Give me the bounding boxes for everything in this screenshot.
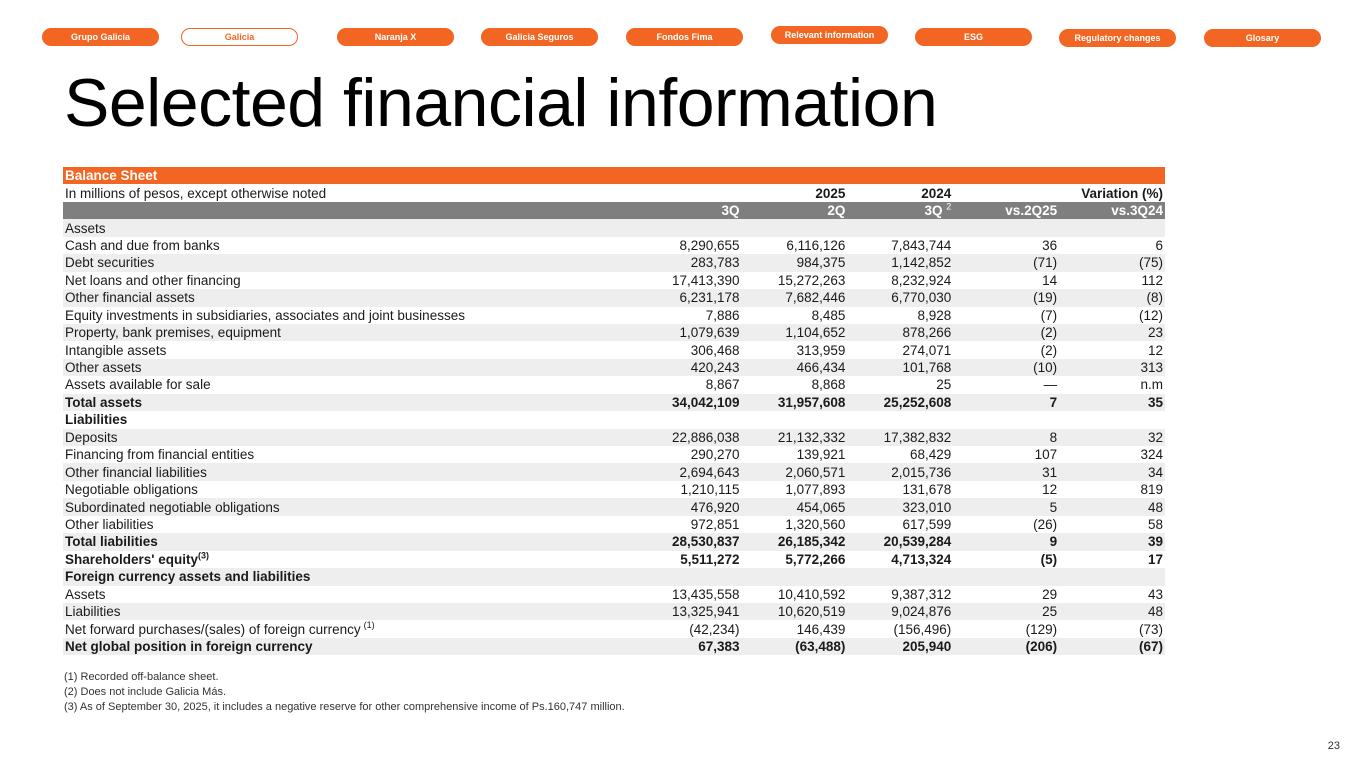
cell-value: 2,060,571 <box>742 463 848 480</box>
cell-value <box>1059 568 1165 585</box>
row-label-text: Liabilities <box>65 412 128 428</box>
cell-value: 48 <box>1059 498 1165 515</box>
nav-tab-relevant-information[interactable]: Relevant information <box>771 26 888 44</box>
cell-value: 8 <box>953 429 1059 446</box>
row-label <box>63 586 636 603</box>
page-title: Selected financial information <box>64 65 938 141</box>
row-label-text: Cash and due from banks <box>65 237 220 253</box>
section-nav <box>0 28 1365 48</box>
table-row <box>63 429 1165 446</box>
cell-value: 35 <box>1059 394 1165 411</box>
row-label <box>63 516 636 533</box>
table-row <box>63 219 1165 236</box>
cell-value: 13,325,941 <box>636 603 742 620</box>
row-label-text: Other liabilities <box>65 516 154 532</box>
cell-value: 9,387,312 <box>847 586 953 603</box>
row-label-text: Equity investments in subsidiaries, associates and joint businesses <box>65 307 465 323</box>
table-row <box>63 638 1165 655</box>
column-header-row <box>63 202 1165 219</box>
section-title: Balance Sheet <box>63 167 1165 184</box>
cell-value: 1,104,652 <box>742 324 848 341</box>
row-label <box>63 620 636 637</box>
row-label <box>63 568 636 585</box>
cell-value: 5 <box>953 498 1059 515</box>
cell-value <box>847 219 953 236</box>
footnotes <box>64 670 625 715</box>
table-row <box>63 481 1165 498</box>
table-row <box>63 359 1165 376</box>
cell-value <box>742 568 848 585</box>
cell-value: 12 <box>1059 341 1165 358</box>
cell-value: 4,713,324 <box>847 551 953 568</box>
footnote-ref: (3) <box>198 550 209 561</box>
cell-value: 466,434 <box>742 359 848 376</box>
cell-value: 6,116,126 <box>742 237 848 254</box>
table-row <box>63 551 1165 568</box>
cell-value: 324 <box>1059 446 1165 463</box>
cell-value: 6,231,178 <box>636 289 742 306</box>
cell-value: 67,383 <box>636 638 742 655</box>
row-label-text: Intangible assets <box>65 342 167 358</box>
cell-value: 58 <box>1059 516 1165 533</box>
row-label <box>63 307 636 324</box>
cell-value: 274,071 <box>847 341 953 358</box>
row-label-text: Other financial assets <box>65 290 195 306</box>
cell-value: 476,920 <box>636 498 742 515</box>
col-vs-2q25: vs.2Q25 <box>953 202 1059 219</box>
cell-value: (71) <box>953 254 1059 271</box>
cell-value: 8,290,655 <box>636 237 742 254</box>
cell-value: 6,770,030 <box>847 289 953 306</box>
cell-value <box>1059 411 1165 428</box>
table-row <box>63 254 1165 271</box>
row-label-text: Net forward purchases/(sales) of foreign currency <box>65 621 361 637</box>
cell-value: 39 <box>1059 533 1165 550</box>
table-row <box>63 533 1165 550</box>
cell-value: 28,530,837 <box>636 533 742 550</box>
row-label <box>63 533 636 550</box>
year-2024-label: 2024 <box>847 184 953 201</box>
year-2025-label: 2025 <box>742 184 848 201</box>
cell-value <box>636 411 742 428</box>
row-label-text: Other financial liabilities <box>65 464 207 480</box>
cell-value: 5,772,266 <box>742 551 848 568</box>
table-row <box>63 516 1165 533</box>
row-label <box>63 219 636 236</box>
cell-value: 2,015,736 <box>847 463 953 480</box>
cell-value: 420,243 <box>636 359 742 376</box>
cell-value: 23 <box>1059 324 1165 341</box>
nav-tab-galicia-seguros[interactable]: Galicia Seguros <box>481 28 598 46</box>
col-vs-3q24: vs.3Q24 <box>1059 202 1165 219</box>
cell-value: 283,783 <box>636 254 742 271</box>
cell-value: 323,010 <box>847 498 953 515</box>
nav-tab-fondos-fima[interactable]: Fondos Fima <box>626 28 743 46</box>
row-label-text: Total liabilities <box>65 534 158 550</box>
footnote: (3) As of September 30, 2025, it includes a negative reserve for other comprehensive income of Ps.160,747 million. <box>64 701 625 713</box>
table-section-header <box>63 167 1165 184</box>
row-label <box>63 411 636 428</box>
cell-value: (67) <box>1059 638 1165 655</box>
table-row <box>63 289 1165 306</box>
row-label <box>63 272 636 289</box>
col-3q24-footnote-ref: 2 <box>946 201 952 212</box>
cell-value: 43 <box>1059 586 1165 603</box>
cell-value: 12 <box>953 481 1059 498</box>
cell-value: 22,886,038 <box>636 429 742 446</box>
row-label-text: Property, bank premises, equipment <box>65 325 281 341</box>
cell-value: (156,496) <box>847 620 953 637</box>
footnote: (2) Does not include Galicia Más. <box>64 686 227 698</box>
table-row <box>63 586 1165 603</box>
row-label <box>63 289 636 306</box>
row-label-text: Subordinated negotiable obligations <box>65 499 280 515</box>
cell-value: (5) <box>953 551 1059 568</box>
cell-value: 984,375 <box>742 254 848 271</box>
table-row <box>63 324 1165 341</box>
col-3q24 <box>847 202 953 219</box>
cell-value: 306,468 <box>636 341 742 358</box>
cell-value: 26,185,342 <box>742 533 848 550</box>
cell-value: 7,843,744 <box>847 237 953 254</box>
cell-value: 14 <box>953 272 1059 289</box>
cell-value: 7,682,446 <box>742 289 848 306</box>
balance-sheet-table <box>63 167 1165 655</box>
table-row <box>63 411 1165 428</box>
table-row <box>63 620 1165 637</box>
row-label-text: Financing from financial entities <box>65 447 255 463</box>
cell-value: 10,620,519 <box>742 603 848 620</box>
cell-value: 13,435,558 <box>636 586 742 603</box>
nav-tab-grupo-galicia[interactable]: Grupo Galicia <box>42 28 159 46</box>
cell-value: 25,252,608 <box>847 394 953 411</box>
cell-value: (75) <box>1059 254 1165 271</box>
footnote-ref: (1) <box>363 620 375 631</box>
cell-value: 205,940 <box>847 638 953 655</box>
cell-value: 68,429 <box>847 446 953 463</box>
cell-value: 107 <box>953 446 1059 463</box>
row-label <box>63 446 636 463</box>
cell-value: 313 <box>1059 359 1165 376</box>
row-label-text: Other assets <box>65 360 142 376</box>
cell-value: 2,694,643 <box>636 463 742 480</box>
cell-value <box>953 219 1059 236</box>
row-label <box>63 324 636 341</box>
table-row <box>63 376 1165 393</box>
cell-value: 1,079,639 <box>636 324 742 341</box>
cell-value: 31,957,608 <box>742 394 848 411</box>
cell-value: 34,042,109 <box>636 394 742 411</box>
col-3q25: 3Q <box>636 202 742 219</box>
row-label-text: Negotiable obligations <box>65 482 198 498</box>
units-note: In millions of pesos, except otherwise noted <box>63 184 636 201</box>
row-label <box>63 481 636 498</box>
cell-value: 819 <box>1059 481 1165 498</box>
cell-value: 8,867 <box>636 376 742 393</box>
nav-tab-glosary[interactable]: Glosary <box>1204 29 1321 47</box>
table-row <box>63 341 1165 358</box>
cell-value: 9,024,876 <box>847 603 953 620</box>
row-label <box>63 638 636 655</box>
cell-value <box>742 411 848 428</box>
table-row <box>63 463 1165 480</box>
cell-value: 10,410,592 <box>742 586 848 603</box>
row-label <box>63 237 636 254</box>
cell-value: 9 <box>953 533 1059 550</box>
col-2q25: 2Q <box>742 202 848 219</box>
row-label <box>63 359 636 376</box>
cell-value: 139,921 <box>742 446 848 463</box>
table-row <box>63 603 1165 620</box>
cell-value: 36 <box>953 237 1059 254</box>
row-label-text: Debt securities <box>65 255 155 271</box>
cell-value: (12) <box>1059 307 1165 324</box>
cell-value: 290,270 <box>636 446 742 463</box>
cell-value: 8,232,924 <box>847 272 953 289</box>
cell-value: 1,077,893 <box>742 481 848 498</box>
table-row <box>63 568 1165 585</box>
cell-value: 20,539,284 <box>847 533 953 550</box>
cell-value: 25 <box>953 603 1059 620</box>
cell-value: 34 <box>1059 463 1165 480</box>
cell-value: (42,234) <box>636 620 742 637</box>
cell-value <box>742 219 848 236</box>
row-label-text: Deposits <box>65 429 118 445</box>
cell-value <box>847 568 953 585</box>
cell-value: 313,959 <box>742 341 848 358</box>
cell-value: (63,488) <box>742 638 848 655</box>
cell-value: 112 <box>1059 272 1165 289</box>
table-row <box>63 446 1165 463</box>
cell-value <box>636 568 742 585</box>
cell-value: — <box>953 376 1059 393</box>
cell-value: 15,272,263 <box>742 272 848 289</box>
cell-value: (10) <box>953 359 1059 376</box>
table-row <box>63 237 1165 254</box>
row-label <box>63 394 636 411</box>
table-row <box>63 272 1165 289</box>
nav-tab-esg[interactable]: ESG <box>915 28 1032 46</box>
cell-value: 8,868 <box>742 376 848 393</box>
cell-value: 617,599 <box>847 516 953 533</box>
cell-value: 32 <box>1059 429 1165 446</box>
cell-value: 454,065 <box>742 498 848 515</box>
row-label <box>63 429 636 446</box>
table-row <box>63 394 1165 411</box>
cell-value: 1,210,115 <box>636 481 742 498</box>
cell-value: (73) <box>1059 620 1165 637</box>
row-label-text: Net global position in foreign currency <box>65 639 313 655</box>
cell-value <box>953 411 1059 428</box>
cell-value: 7 <box>953 394 1059 411</box>
cell-value <box>953 568 1059 585</box>
row-label <box>63 341 636 358</box>
cell-value: 31 <box>953 463 1059 480</box>
row-label <box>63 254 636 271</box>
row-label-text: Foreign currency assets and liabilities <box>65 569 311 585</box>
cell-value: (19) <box>953 289 1059 306</box>
variation-label: Variation (%) <box>1059 184 1165 201</box>
nav-tab-regulatory-changes[interactable]: Regulatory changes <box>1059 29 1176 47</box>
row-label-text: Shareholders' equity <box>65 551 198 567</box>
row-label <box>63 551 636 568</box>
cell-value: 878,266 <box>847 324 953 341</box>
cell-value: 17,382,832 <box>847 429 953 446</box>
cell-value: (2) <box>953 341 1059 358</box>
cell-value: 17,413,390 <box>636 272 742 289</box>
cell-value <box>1059 219 1165 236</box>
nav-tab-naranja-x[interactable]: Naranja X <box>337 28 454 46</box>
cell-value: 7,886 <box>636 307 742 324</box>
cell-value: 1,142,852 <box>847 254 953 271</box>
cell-value: 146,439 <box>742 620 848 637</box>
cell-value: (26) <box>953 516 1059 533</box>
cell-value <box>636 219 742 236</box>
table-row <box>63 498 1165 515</box>
cell-value: 17 <box>1059 551 1165 568</box>
cell-value: (2) <box>953 324 1059 341</box>
footnote: (1) Recorded off-balance sheet. <box>64 671 219 683</box>
row-label-text: Assets <box>65 586 106 602</box>
cell-value: n.m <box>1059 376 1165 393</box>
row-label <box>63 603 636 620</box>
cell-value: 8,928 <box>847 307 953 324</box>
cell-value: (7) <box>953 307 1059 324</box>
cell-value: (8) <box>1059 289 1165 306</box>
table-subheader <box>63 184 1165 201</box>
col-3q24-label: 3Q <box>924 203 943 219</box>
row-label <box>63 498 636 515</box>
row-label-text: Liabilities <box>65 604 121 620</box>
table-row <box>63 307 1165 324</box>
cell-value: 101,768 <box>847 359 953 376</box>
cell-value: 5,511,272 <box>636 551 742 568</box>
cell-value: 25 <box>847 376 953 393</box>
page-number: 23 <box>1327 740 1340 752</box>
cell-value: 6 <box>1059 237 1165 254</box>
row-label-text: Net loans and other financing <box>65 272 241 288</box>
cell-value: 48 <box>1059 603 1165 620</box>
cell-value <box>847 411 953 428</box>
cell-value: 1,320,560 <box>742 516 848 533</box>
row-label-text: Assets <box>65 220 106 236</box>
cell-value: 131,678 <box>847 481 953 498</box>
row-label <box>63 376 636 393</box>
row-label-text: Assets available for sale <box>65 377 211 393</box>
row-label <box>63 463 636 480</box>
row-label-text: Total assets <box>65 394 143 410</box>
cell-value: (206) <box>953 638 1059 655</box>
cell-value: 29 <box>953 586 1059 603</box>
cell-value: (129) <box>953 620 1059 637</box>
cell-value: 972,851 <box>636 516 742 533</box>
cell-value: 21,132,332 <box>742 429 848 446</box>
nav-tab-galicia[interactable]: Galicia <box>181 28 298 46</box>
cell-value: 8,485 <box>742 307 848 324</box>
